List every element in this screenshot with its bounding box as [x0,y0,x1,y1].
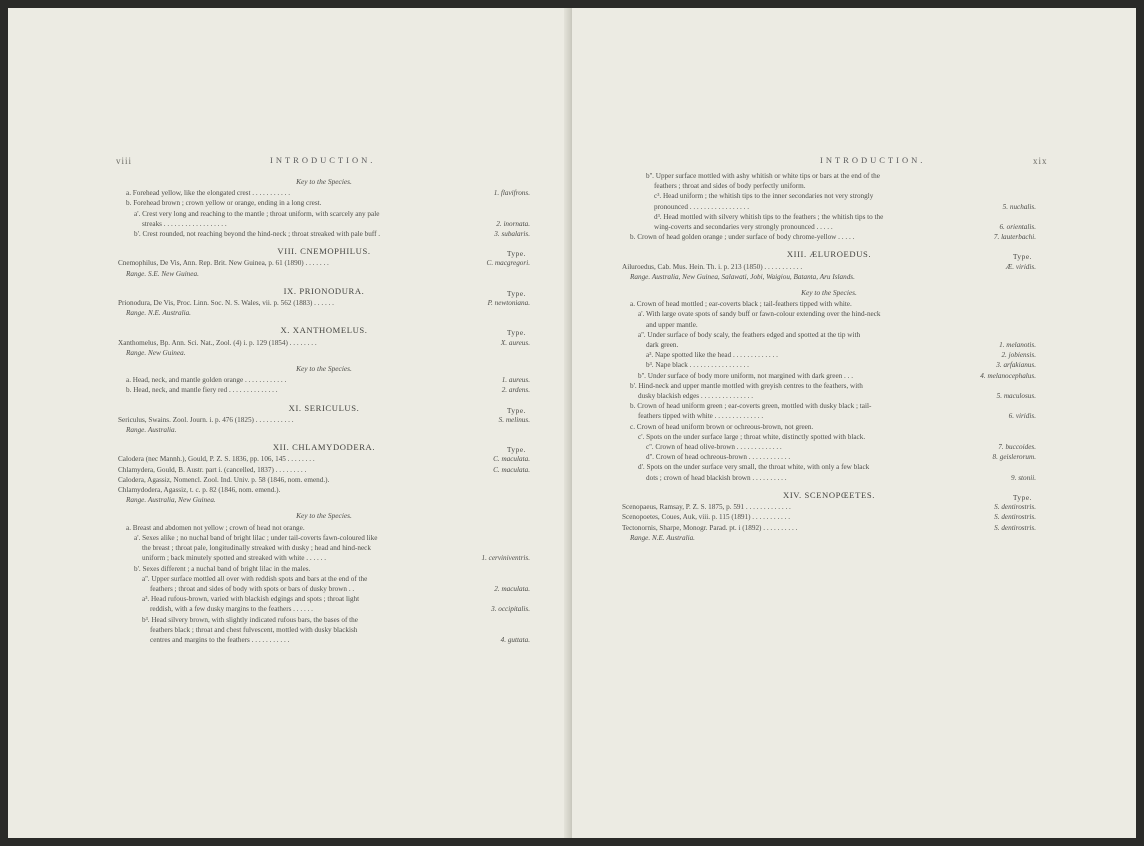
line-text: a'. With large ovate spots of sandy buff or fawn-colour extending over the hind-neck [638,310,881,319]
text-line [118,385,530,395]
text-line [622,222,1036,232]
text-line [118,219,530,229]
line-text: b''. Under surface of body more uniform, not margined with dark green . . . [638,371,854,380]
line-text: Range. Australia, New Guinea. [126,496,216,505]
text-line [622,381,1036,391]
text-line [118,604,530,614]
right-page [572,8,1136,838]
species-name: 1. cerviniventris. [481,554,530,563]
line-text: a³. Nape spotted like the head . . . . . . . . . . . . . [646,351,778,360]
text-line [118,533,530,543]
text-line [622,391,1036,401]
species-name: 3. arfakianus. [996,361,1036,370]
key-heading [118,177,530,187]
section-heading [118,246,530,259]
line-text: Range. Australia, New Guinea, Salawati, Jobi, Waigiou, Batanta, Aru Islands. [630,272,855,281]
species-name: 5. nuchalis. [1002,202,1036,211]
text-line [118,584,530,594]
line-text: c. Crown of head uniform brown or ochreous-brown, not green. [630,422,814,431]
text-line [622,212,1036,222]
type-label: Type. [1012,253,1032,262]
line-text: c'. Spots on the under surface large ; throat white, distinctly spotted with black. [638,432,866,441]
text-line [622,432,1036,442]
text-line [622,350,1036,360]
text-line [118,615,530,625]
line-text: a'. Sexes alike ; no nuchal band of bright lilac ; under tail-coverts fawn-coloured like [134,533,378,542]
text-line [622,360,1036,370]
species-name: C. maculata. [493,465,530,474]
section-heading [622,249,1036,262]
line-text: Calodera, Agassiz, Nomencl. Zool. Ind. Univ. p. 58 (1846, nom. emend.). [118,475,330,484]
text-line [118,298,530,308]
line-text: a. Head, neck, and mantle golden orange . . . . . . . . . . . . [126,376,287,385]
text-line [622,171,1036,181]
text-line [118,465,530,475]
species-name: 8. geislerorum. [992,453,1036,462]
line-text: Range. N.E. Australia. [126,309,191,318]
species-name: 5. maculosus. [996,392,1036,401]
line-text: dark green. [646,341,679,350]
line-text: Key to the Species. [296,177,352,186]
line-text: a³. Head rufous-brown, varied with blackish edgings and spots ; throat light [142,595,360,604]
text-line [622,401,1036,411]
species-name: 9. stonii. [1011,473,1036,482]
left-page [8,8,570,838]
type-label: Type. [506,250,526,259]
section-heading [118,325,530,338]
line-text: dots ; crown of head blackish brown . . . . . . . . . . [646,473,787,482]
range-line [118,269,530,279]
text-line [622,512,1036,522]
text-line [118,375,530,385]
text-line [118,475,530,485]
section-heading [622,490,1036,500]
species-name: C. maculata. [493,455,530,464]
text-line [622,411,1036,421]
line-text: feathers tipped with white . . . . . . . . . . . . . . [638,412,764,421]
text-line [622,299,1036,309]
range-line [118,308,530,318]
line-text: d'. Spots on the under surface very small, the throat white, with only a few black [638,463,870,472]
line-text: Key to the Species. [296,364,352,374]
species-name: 2. maculata. [494,584,530,593]
text-line [622,320,1036,330]
species-name: 3. subalaris. [494,230,530,239]
key-heading [118,364,530,374]
line-text: VIII. CNEMOPHILUS. [277,246,371,257]
species-name: 1. melanotis. [999,341,1036,350]
text-line [622,462,1036,472]
line-text: a''. Under surface of body scaly, the feathers edged and spotted at the tip with [638,330,861,339]
section-heading [118,403,530,413]
text-line [118,594,530,604]
text-line [118,188,530,198]
line-text: XIII. ÆLUROEDUS. [786,249,872,260]
line-text: XII. CHLAMYDODERA. [272,442,376,453]
line-text: the breast ; throat pale, longitudinally streaked with dusky ; head and hind-neck [142,544,371,553]
species-name: Æ. viridis. [1005,262,1036,271]
species-name: X. aureus. [500,338,530,347]
running-head: INTRODUCTION. [270,155,376,165]
text-line [622,202,1036,212]
line-text: X. XANTHOMELUS. [280,325,368,336]
species-name: 3. occipitalis. [491,605,530,614]
line-text: pronounced . . . . . . . . . . . . . . . . . [654,202,750,211]
species-name: P. newtoniana. [487,299,530,308]
line-text: b³. Head silvery brown, with slightly indicated rufous bars, the bases of the [142,615,358,624]
text-line [622,502,1036,512]
line-text: c³. Head uniform ; the whitish tips to the inner secondaries not very strongly [654,192,874,201]
line-text: b'. Crest rounded, not reaching beyond the hind-neck ; throat streaked with pale buff . [134,230,381,239]
key-heading [118,511,530,521]
range-line [118,348,530,358]
line-text: a. Crown of head mottled ; ear-coverts black ; tail-feathers tipped with white. [630,300,852,309]
line-text: Calodera (nec Mannh.), Gould, P. Z. S. 1836, pp. 106, 145 . . . . . . . . [118,455,315,464]
line-text: wing-coverts and secondaries very strongly pronounced . . . . . [654,223,833,232]
species-name: S. dentirostris. [994,513,1036,522]
text-line [118,635,530,645]
line-text: feathers black ; throat and chest fulvescent, mottled with dusky blackish [150,625,358,634]
line-text: and upper mantle. [646,320,698,329]
line-text: b³. Nape black . . . . . . . . . . . . . . . . . [646,361,749,370]
text-line [622,330,1036,340]
line-text: feathers ; throat and sides of body with spots or bars of dusky brown . . [150,584,355,593]
line-text: streaks . . . . . . . . . . . . . . . . . . [142,219,227,228]
right-page-text [622,171,1036,543]
text-line [622,262,1036,272]
species-name: 7. buccoides. [998,443,1036,452]
type-label: Type. [506,446,526,455]
line-text: Chlamydera, Gould, B. Austr. part i. (cancelled, 1837) . . . . . . . . . [118,465,307,474]
line-text: Range. N.E. Australia. [630,533,695,542]
text-line [118,564,530,574]
text-line [118,338,530,348]
type-label: Type. [506,329,526,338]
key-heading [622,288,1036,298]
species-name: 1. flavifrons. [493,189,530,198]
line-text: Ailuroedus, Cab. Mus. Hein. Th. i. p. 213 (1850) . . . . . . . . . . . [622,262,803,271]
line-text: b'. Sexes different ; a nuchal band of bright lilac in the males. [134,564,311,573]
text-line [622,473,1036,483]
text-line [118,625,530,635]
line-text: d''. Crown of head ochreous-brown . . . . . . . . . . . . [646,453,791,462]
line-text: Scenopoetes, Coues, Auk, viii. p. 115 (1891) . . . . . . . . . . . [622,513,791,522]
text-line [622,523,1036,533]
page-number: viii [116,156,133,166]
line-text: a'. Crest very long and reaching to the mantle ; throat uniform, with scarcely any pale [134,209,380,218]
line-text: c''. Crown of head olive-brown . . . . . . . . . . . . . [646,443,782,452]
line-text: Range. Australia. [126,426,177,435]
type-label: Type. [1012,493,1032,502]
species-name: 6. orientalis. [999,223,1036,232]
line-text: Tectonornis, Sharpe, Monogr. Parad. pt. i (1892) . . . . . . . . . . [622,523,798,532]
line-text: uniform ; back minutely spotted and streaked with white . . . . . . [142,554,327,563]
species-name: 1. aureus. [501,376,530,385]
line-text: a. Breast and abdomen not yellow ; crown of head not orange. [126,523,305,532]
range-line [118,425,530,435]
line-text: b. Crown of head golden orange ; under surface of body chrome-yellow . . . . . [630,233,855,242]
text-line [622,340,1036,350]
species-name: 7. lauterbachi. [993,233,1036,242]
line-text: Key to the Species. [801,288,857,298]
section-heading [118,442,530,455]
line-text: Xanthomelus, Bp. Ann. Sci. Nat., Zool. (4) i. p. 129 (1854) . . . . . . . . [118,338,317,347]
species-name: 6. viridis. [1008,412,1036,421]
text-line [622,309,1036,319]
text-line [118,229,530,239]
text-line [622,371,1036,381]
text-line [118,553,530,563]
section-heading [118,286,530,296]
range-line [622,533,1036,543]
text-line [118,454,530,464]
line-text: XIV. SCENOPŒETES. [783,489,875,500]
range-line [622,272,1036,282]
text-line [622,452,1036,462]
line-text: a''. Upper surface mottled all over with reddish spots and bars at the end of the [142,574,368,583]
line-text: centres and margins to the feathers . . . . . . . . . . . [150,635,290,644]
text-line [118,415,530,425]
line-text: b. Crown of head uniform green ; ear-coverts green, mottled with dusky black ; tail- [630,402,872,411]
species-name: C. macgregori. [486,259,530,268]
line-text: Range. S.E. New Guinea. [126,269,199,278]
type-label: Type. [506,289,526,298]
species-name: S. dentirostris. [994,503,1036,512]
species-name: S. melinus. [498,415,530,424]
running-head: INTRODUCTION. [820,155,926,165]
text-line [118,574,530,584]
line-text: reddish, with a few dusky margins to the feathers . . . . . . [150,605,313,614]
text-line [622,442,1036,452]
type-label: Type. [506,406,526,415]
species-name: 2. inornata. [496,219,530,228]
line-text: Key to the Species. [296,511,352,521]
species-name: S. dentirostris. [994,523,1036,532]
line-text: Sericulus, Swains. Zool. Journ. i. p. 476 (1825) . . . . . . . . . . . [118,415,294,424]
line-text: dusky blackish edges . . . . . . . . . . . . . . . [638,392,753,401]
text-line [118,258,530,268]
line-text: Scenopaeus, Ramsay, P. Z. S. 1875, p. 591 . . . . . . . . . . . . . [622,503,791,512]
line-text: Chlamydodera, Agassiz, t. c. p. 82 (1846, nom. emend.). [118,486,281,495]
line-text: a. Forehead yellow, like the elongated crest . . . . . . . . . . . [126,189,290,198]
page-number: xix [1033,156,1048,166]
line-text: d³. Head mottled with silvery whitish tips to the feathers ; the whitish tips to the [654,212,884,221]
text-line [622,191,1036,201]
line-text: b'. Hind-neck and upper mantle mottled with greyish centres to the feathers, with [630,381,863,390]
text-line [118,523,530,533]
left-page-text [118,171,530,645]
line-text: feathers ; throat and sides of body perfectly uniform. [654,182,806,191]
line-text: Prionodura, De Vis, Proc. Linn. Soc. N. S. Wales, vii. p. 562 (1883) . . . . . . [118,299,334,308]
species-name: 4. guttata. [500,635,530,644]
line-text: XI. SERICULUS. [288,402,360,413]
species-name: 2. ardens. [501,386,530,395]
text-line [118,198,530,208]
line-text: Cnemophilus, De Vis, Ann. Rep. Brit. New Guinea, p. 61 (1890) . . . . . . . [118,259,329,268]
text-line [622,232,1036,242]
text-line [118,543,530,553]
species-name: 2. jobiensis. [1001,351,1036,360]
line-text: Range. New Guinea. [126,348,186,357]
line-text: IX. PRIONODURA. [283,285,365,296]
range-line [118,495,530,505]
line-text: b''. Upper surface mottled with ashy whitish or white tips or bars at the end of the [646,172,880,180]
species-name: 4. melanocephalus. [980,371,1036,380]
text-line [118,209,530,219]
text-line [622,181,1036,191]
text-line [622,422,1036,432]
line-text: b. Forehead brown ; crown yellow or orange, ending in a long crest. [126,199,322,208]
text-line [118,485,530,495]
line-text: b. Head, neck, and mantle fiery red . . . . . . . . . . . . . . [126,386,278,395]
